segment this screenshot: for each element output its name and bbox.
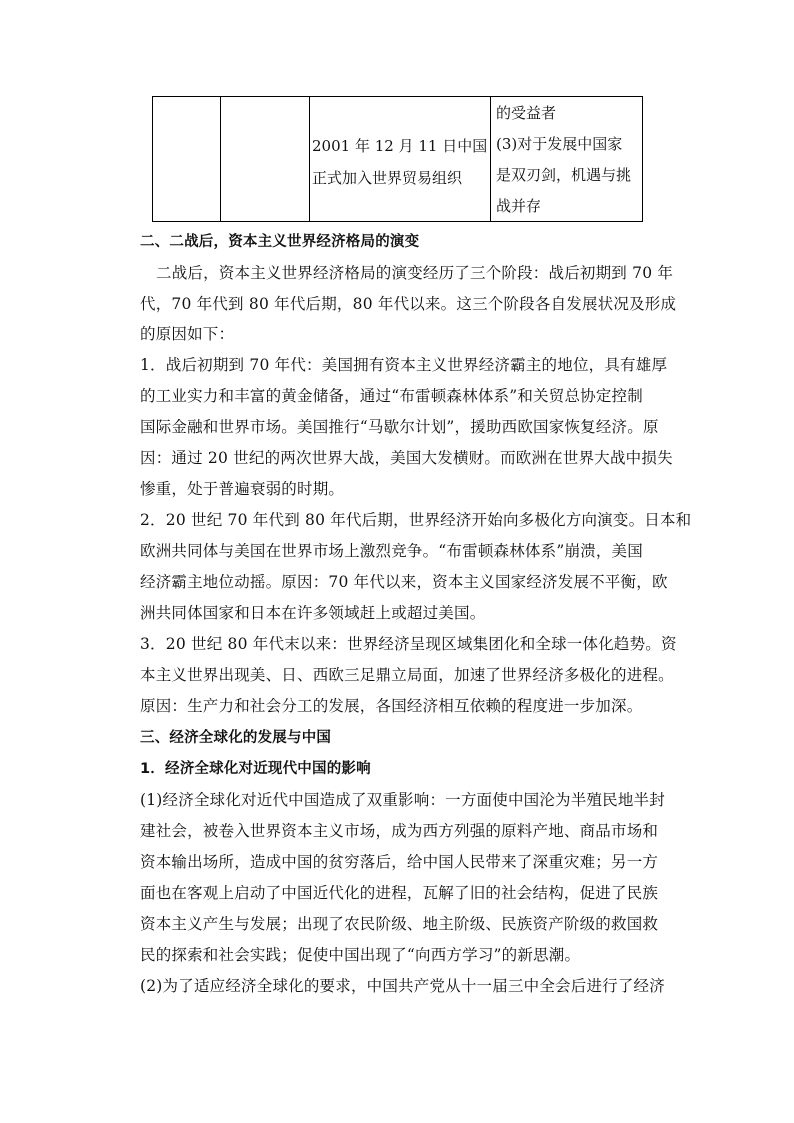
section-heading: 三、经济全球化的发展与中国 [140, 730, 332, 746]
paragraph-line: 欧洲共同体与美国在世界市场上激烈竞争。“布雷顿森林体系”崩溃，美国 [140, 542, 643, 560]
paragraph-line: 惨重，处于普遍衰弱的时期。 [140, 480, 345, 498]
paragraph-line: 原因：生产力和社会分工的发展，各国经济相互依赖的程度进一步加深。 [140, 697, 643, 715]
paragraph-line: 建社会，被卷入世界资本主义市场，成为西方列强的原料产地、商品市场和 [140, 822, 659, 840]
section-heading: 二、二战后，资本主义世界经济格局的演变 [140, 234, 420, 250]
paragraph-line: 二战后，资本主义世界经济格局的演变经历了三个阶段：战后初期到 70 年 [156, 264, 674, 282]
paragraph-line: 洲共同体国家和日本在许多领域赶上或超过美国。 [140, 604, 486, 622]
paragraph-line: 的原因如下： [140, 325, 235, 343]
paragraph-line: (2)为了适应经济全球化的要求，中国共产党从十一届三中全会后进行了经济 [140, 977, 665, 995]
paragraph-line: 本主义世界出现美、日、西欧三足鼎立局面，加速了世界经济多极化的进程。 [140, 666, 674, 684]
paragraph-line: 因：通过 20 世纪的两次世界大战，美国大发横财。而欧洲在世界大战中损失 [140, 449, 673, 467]
paragraph-line: 的工业实力和丰富的黄金储备，通过“布雷顿森林体系”和关贸总协定控制 [140, 387, 643, 405]
table-cell-event [312, 130, 492, 194]
cell-line: 正式加入世界贸易组织 [312, 169, 463, 187]
cell-line: 2001 年 12 月 11 日中国 [312, 137, 488, 155]
cell-line: 是双刃剑，机遇与挑 [496, 166, 632, 184]
cell-line: 的受益者 [496, 104, 557, 122]
cell-line: (3)对于发展中国家 [496, 135, 623, 153]
paragraph-line: 2．20 世纪 70 年代到 80 年代后期，世界经济开始向多极化方向演变。日本和 [140, 511, 692, 529]
table-cell [153, 97, 221, 222]
paragraph-line: 资本输出场所，造成中国的贫穷落后，给中国人民带来了深重灾难；另一方 [140, 853, 659, 871]
paragraph-line: 资本主义产生与发展；出现了农民阶级、地主阶级、民族资产阶级的救国救 [140, 915, 659, 933]
paragraph-line: (1)经济全球化对近代中国造成了双重影响：一方面使中国沦为半殖民地半封 [140, 791, 665, 809]
paragraph-line: 1．战后初期到 70 年代：美国拥有资本主义世界经济霸主的地位，具有雄厚 [140, 356, 668, 374]
table-cell-impact [496, 98, 644, 222]
paragraph-line: 经济霸主地位动摇。原因：70 年代以来，资本主义国家经济发展不平衡，欧 [140, 573, 668, 591]
paragraph-line: 代，70 年代到 80 年代后期，80 年代以来。这三个阶段各自发展状况及形成 [140, 295, 677, 313]
table-cell [221, 97, 310, 222]
paragraph-line: 面也在客观上启动了中国近代化的进程，瓦解了旧的社会结构，促进了民族 [140, 884, 659, 902]
paragraph-line: 3．20 世纪 80 年代末以来：世界经济呈现区域集团化和全球一体化趋势。资 [140, 635, 677, 653]
paragraph-line: 民的探索和社会实践；促使中国出现了“向西方学习”的新思潮。 [140, 946, 581, 964]
subsection-heading: 1．经济全球化对近现代中国的影响 [140, 761, 371, 777]
cell-line: 战并存 [496, 197, 542, 215]
paragraph-line: 国际金融和世界市场。美国推行“马歇尔计划”，援助西欧国家恢复经济。原 [140, 418, 659, 436]
